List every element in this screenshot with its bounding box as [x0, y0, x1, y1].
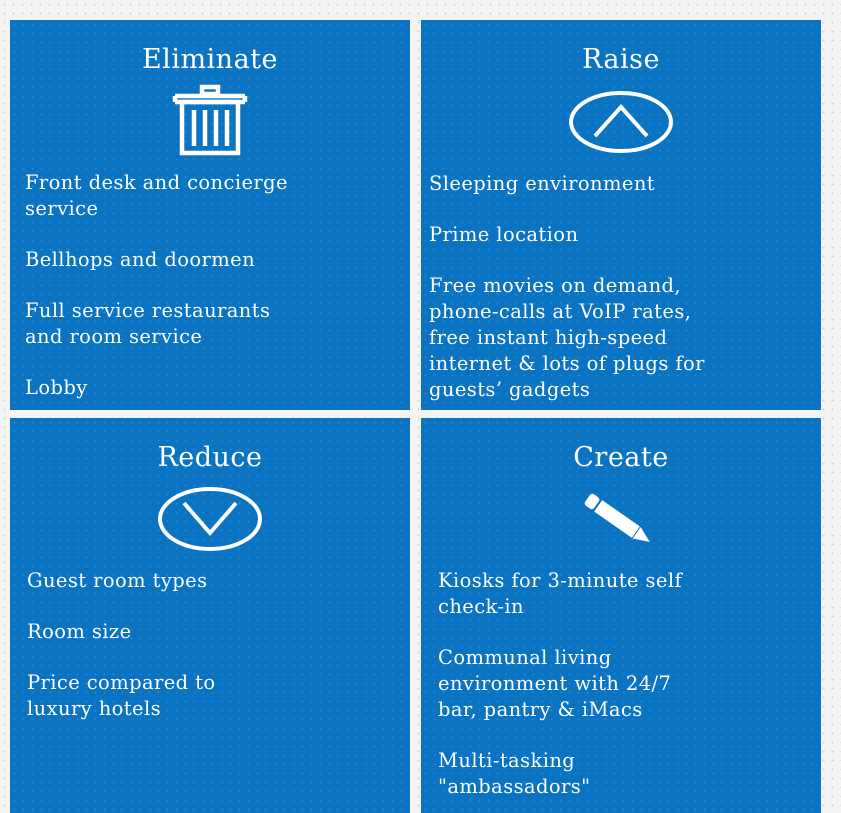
- eliminate-panel: [10, 20, 410, 410]
- chevron-up-circle-icon: [567, 90, 675, 154]
- raise-panel: [421, 20, 821, 410]
- list-item: Room size: [27, 620, 132, 643]
- list-item: Guest room types: [27, 569, 208, 592]
- eliminate-list: [25, 170, 288, 426]
- list-item: Kiosks for 3-minute self check-in: [438, 569, 683, 618]
- chevron-down-circle-icon: [156, 486, 264, 552]
- list-item: Multi-tasking "ambassadors": [438, 749, 591, 798]
- list-item: Bellhops and doormen: [25, 248, 256, 271]
- pencil-icon: [575, 490, 659, 548]
- reduce-title: Reduce: [157, 442, 263, 473]
- create-title: Create: [573, 442, 669, 473]
- create-panel: [421, 418, 821, 813]
- raise-list: [429, 171, 705, 428]
- list-item: Communal living environment with 24/7 bar, pantry & iMacs: [438, 646, 672, 721]
- list-item: Free movies on demand, phone-calls at VoIP rates, free instant high-speed internet & lots of plugs for guests’ gadgets: [429, 274, 705, 401]
- reduce-list: [27, 568, 216, 747]
- eliminate-title: Eliminate: [141, 44, 279, 75]
- create-list: [438, 568, 682, 813]
- list-item: Price compared to luxury hotels: [27, 671, 216, 720]
- list-item: Prime location: [429, 223, 579, 246]
- list-item: Full service restaurants and room service: [25, 299, 271, 348]
- raise-title: Raise: [581, 44, 660, 75]
- bottom-decoration: [0, 806, 300, 813]
- trash-icon: [172, 84, 248, 156]
- list-item: Sleeping environment: [429, 172, 656, 195]
- list-item: Lobby: [25, 376, 88, 399]
- reduce-panel: [10, 418, 410, 813]
- list-item: Front desk and concierge service: [25, 171, 288, 220]
